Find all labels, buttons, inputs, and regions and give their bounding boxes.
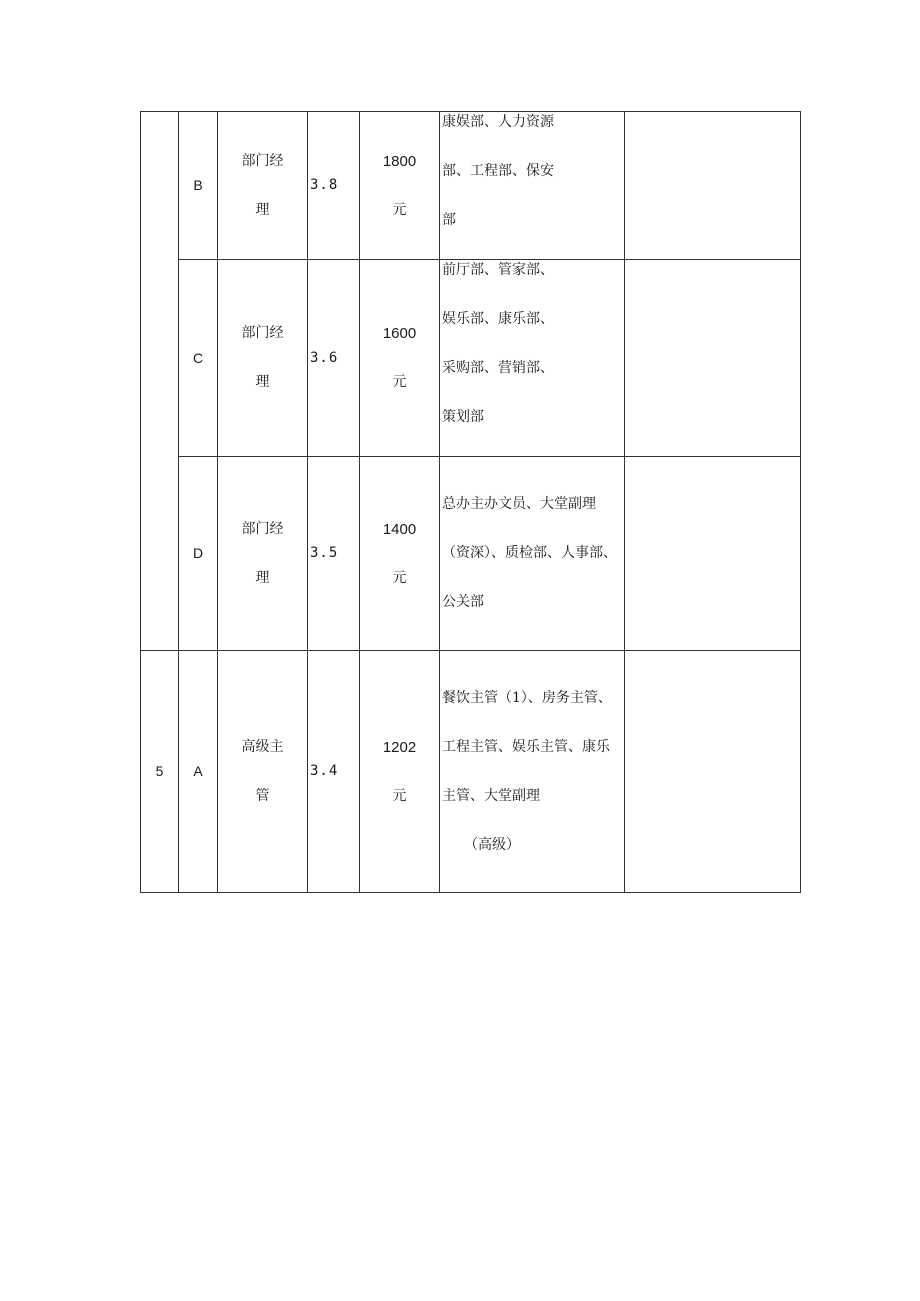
title-line: 管 [255, 787, 270, 804]
department-cell [440, 112, 625, 260]
note-cell [625, 457, 801, 651]
salary-grade-table [140, 111, 801, 893]
note-cell [625, 112, 801, 260]
salary-unit: 元 [392, 374, 407, 390]
table-row [141, 457, 801, 651]
grade-cell: B [179, 112, 218, 260]
department-line: 总办主办文员、大堂副理 [442, 496, 596, 512]
department-line: 康娱部、人力资源 [442, 114, 554, 130]
department-line: 公关部 [442, 594, 484, 610]
note-cell [625, 651, 801, 893]
salary-amount: 1600 [382, 325, 417, 342]
title-line: 部门经 [241, 325, 284, 341]
grade-cell: D [179, 457, 218, 651]
table-row [141, 260, 801, 457]
coefficient-cell: 3.5 [308, 457, 360, 651]
department-cell [440, 457, 625, 651]
note-cell [625, 260, 801, 457]
salary-unit: 元 [392, 787, 407, 804]
department-line: （资深）、质检部、人事部、 [442, 545, 617, 561]
salary-cell [360, 457, 440, 651]
title-line: 理 [255, 569, 270, 586]
department-line: 前厅部、管家部、 [442, 262, 554, 278]
department-line: 餐饮主管（1）、房务主管、 [442, 689, 612, 706]
title-cell [218, 651, 308, 893]
title-line: 理 [255, 201, 270, 218]
department-line: 娱乐部、康乐部、 [442, 311, 554, 327]
title-cell [218, 260, 308, 457]
department-lines [442, 246, 624, 442]
department-cell [440, 260, 625, 457]
level-cell: 5 [141, 651, 179, 893]
salary-amount: 1400 [382, 520, 417, 538]
department-line: 策划部 [442, 409, 484, 425]
table-row [141, 651, 801, 893]
salary-cell [360, 112, 440, 260]
department-line: 部、工程部、保安 [442, 163, 554, 179]
department-lines [442, 98, 624, 245]
title-line: 理 [255, 374, 270, 390]
department-line: 主管、大堂副理 [442, 787, 540, 804]
department-cell [440, 651, 625, 893]
title-line: 部门经 [241, 152, 284, 169]
grade-cell: A [179, 651, 218, 893]
salary-unit: 元 [392, 569, 407, 586]
title-line: 高级主 [241, 738, 284, 755]
grade-cell: C [179, 260, 218, 457]
title-cell [218, 457, 308, 651]
coefficient-cell: 3.4 [308, 651, 360, 893]
level-cell-empty [141, 112, 179, 651]
table-row [141, 112, 801, 260]
salary-amount: 1202 [382, 738, 417, 756]
salary-cell [360, 651, 440, 893]
title-line: 部门经 [241, 520, 284, 537]
coefficient-cell: 3.8 [308, 112, 360, 260]
department-line: （高级） [464, 836, 520, 853]
salary-cell [360, 260, 440, 457]
department-line: 工程主管、娱乐主管、康乐 [442, 738, 610, 755]
department-line: 采购部、营销部、 [442, 360, 554, 376]
salary-amount: 1800 [382, 152, 417, 170]
title-cell [218, 112, 308, 260]
salary-unit: 元 [392, 201, 407, 218]
department-line: 部 [442, 212, 456, 228]
coefficient-cell: 3.6 [308, 260, 360, 457]
